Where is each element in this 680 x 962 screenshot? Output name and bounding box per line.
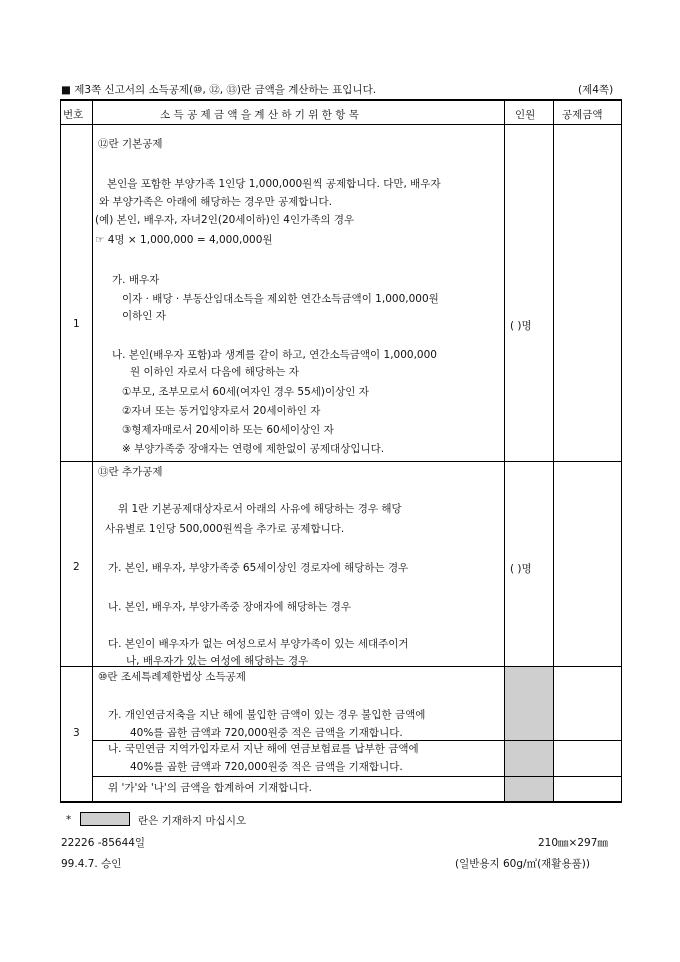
shaded-cell xyxy=(505,777,553,801)
text-line: 위 1란 기본공제대상자로서 아래의 사유에 해당하는 경우 해당 xyxy=(118,503,402,515)
shaded-cell xyxy=(505,667,553,740)
row-number: 1 xyxy=(73,318,80,330)
text-line: 와 부양가족은 아래에 해당하는 경우만 공제합니다. xyxy=(99,196,333,208)
text-line: (예) 본인, 배우자, 자녀2인(20세이하)인 4인가족의 경우 xyxy=(95,214,355,226)
persons-field[interactable]: ( )명 xyxy=(510,320,532,332)
text-line: 가. 배우자 xyxy=(112,274,160,286)
text-line: 다. 본인이 배우자가 없는 여성으로서 부양가족이 있는 세대주이거 xyxy=(108,638,409,650)
text-line: ①부모, 조부모로서 60세(여자인 경우 55세)이상인 자 xyxy=(122,386,369,398)
text-line: 나. 본인(배우자 포함)과 생계를 같이 하고, 연간소득금액이 1,000,000 xyxy=(112,349,437,361)
section-title: ⑬란 추가공제 xyxy=(98,466,163,478)
section-title: ⑩란 조세특례제한법상 소득공제 xyxy=(98,671,246,683)
text-line: ②자녀 또는 동거입양자로서 20세이하인 자 xyxy=(122,405,321,417)
form-code: 22226 -85644일 xyxy=(61,837,146,849)
col-header-no: 번호 xyxy=(63,109,84,121)
text-line: 이하인 자 xyxy=(122,310,166,322)
text-line: 나. 본인, 배우자, 부양가족중 장애자에 해당하는 경우 xyxy=(108,601,352,613)
paper-type: (일반용지 60g/㎡(재활용품)) xyxy=(455,858,590,870)
col-header-amount: 공제금액 xyxy=(562,109,603,121)
footnote-star: * xyxy=(66,814,72,826)
text-line: 가. 개인연금저축을 지난 해에 불입한 금액이 있는 경우 불입한 금액에 xyxy=(108,709,426,721)
text-line: 본인을 포함한 부양가족 1인당 1,000,000원씩 공제합니다. 다만, 배우자 xyxy=(107,178,441,190)
text-line: 40%를 곱한 금액과 720,000원중 적은 금액을 기재합니다. xyxy=(130,727,403,739)
row-number: 3 xyxy=(73,727,80,739)
text-line: 가. 본인, 배우자, 부양가족중 65세이상인 경로자에 해당하는 경우 xyxy=(108,562,409,574)
text-line: 나. 국민연금 지역가입자로서 지난 해에 연금보험료를 납부한 금액에 xyxy=(108,743,419,755)
shaded-cell xyxy=(505,741,553,776)
text-line: 이자 · 배당 · 부동산임대소득을 제외한 연간소득금액이 1,000,000원 xyxy=(122,293,439,305)
text-line: ※ 부양가족중 장애자는 연령에 제한없이 공제대상입니다. xyxy=(122,443,385,455)
paper-size: 210㎜×297㎜ xyxy=(538,837,608,849)
page-title: ■ 제3쪽 신고서의 소득공제(⑩, ⑫, ⑬)란 금액을 계산하는 표입니다. xyxy=(61,84,377,96)
footnote-text: 란은 기재하지 마십시오 xyxy=(138,815,247,827)
section-title: ⑫란 기본공제 xyxy=(98,138,163,150)
col-header-item: 소 득 공 제 금 액 을 계 산 하 기 위 한 항 목 xyxy=(160,109,359,121)
row-number: 2 xyxy=(73,561,80,573)
text-line: ☞ 4명 × 1,000,000 = 4,000,000원 xyxy=(95,234,273,246)
approval-date: 99.4.7. 승인 xyxy=(61,858,122,870)
text-line: 사유별로 1인당 500,000원씩을 추가로 공제합니다. xyxy=(105,523,345,535)
text-line: 원 이하인 자로서 다음에 해당하는 자 xyxy=(130,366,299,378)
text-line: 위 '가'와 '나'의 금액을 합계하여 기재합니다. xyxy=(108,782,313,794)
shade-legend-swatch xyxy=(80,812,130,826)
page-number: (제4쪽) xyxy=(578,84,614,96)
text-line: ③형제자매로서 20세이하 또는 60세이상인 자 xyxy=(122,424,334,436)
text-line: 40%를 곱한 금액과 720,000원중 적은 금액을 기재합니다. xyxy=(130,761,403,773)
persons-field[interactable]: ( )명 xyxy=(510,563,532,575)
col-header-persons: 인원 xyxy=(515,109,536,121)
text-line: 나, 배우자가 있는 여성에 해당하는 경우 xyxy=(126,655,309,667)
